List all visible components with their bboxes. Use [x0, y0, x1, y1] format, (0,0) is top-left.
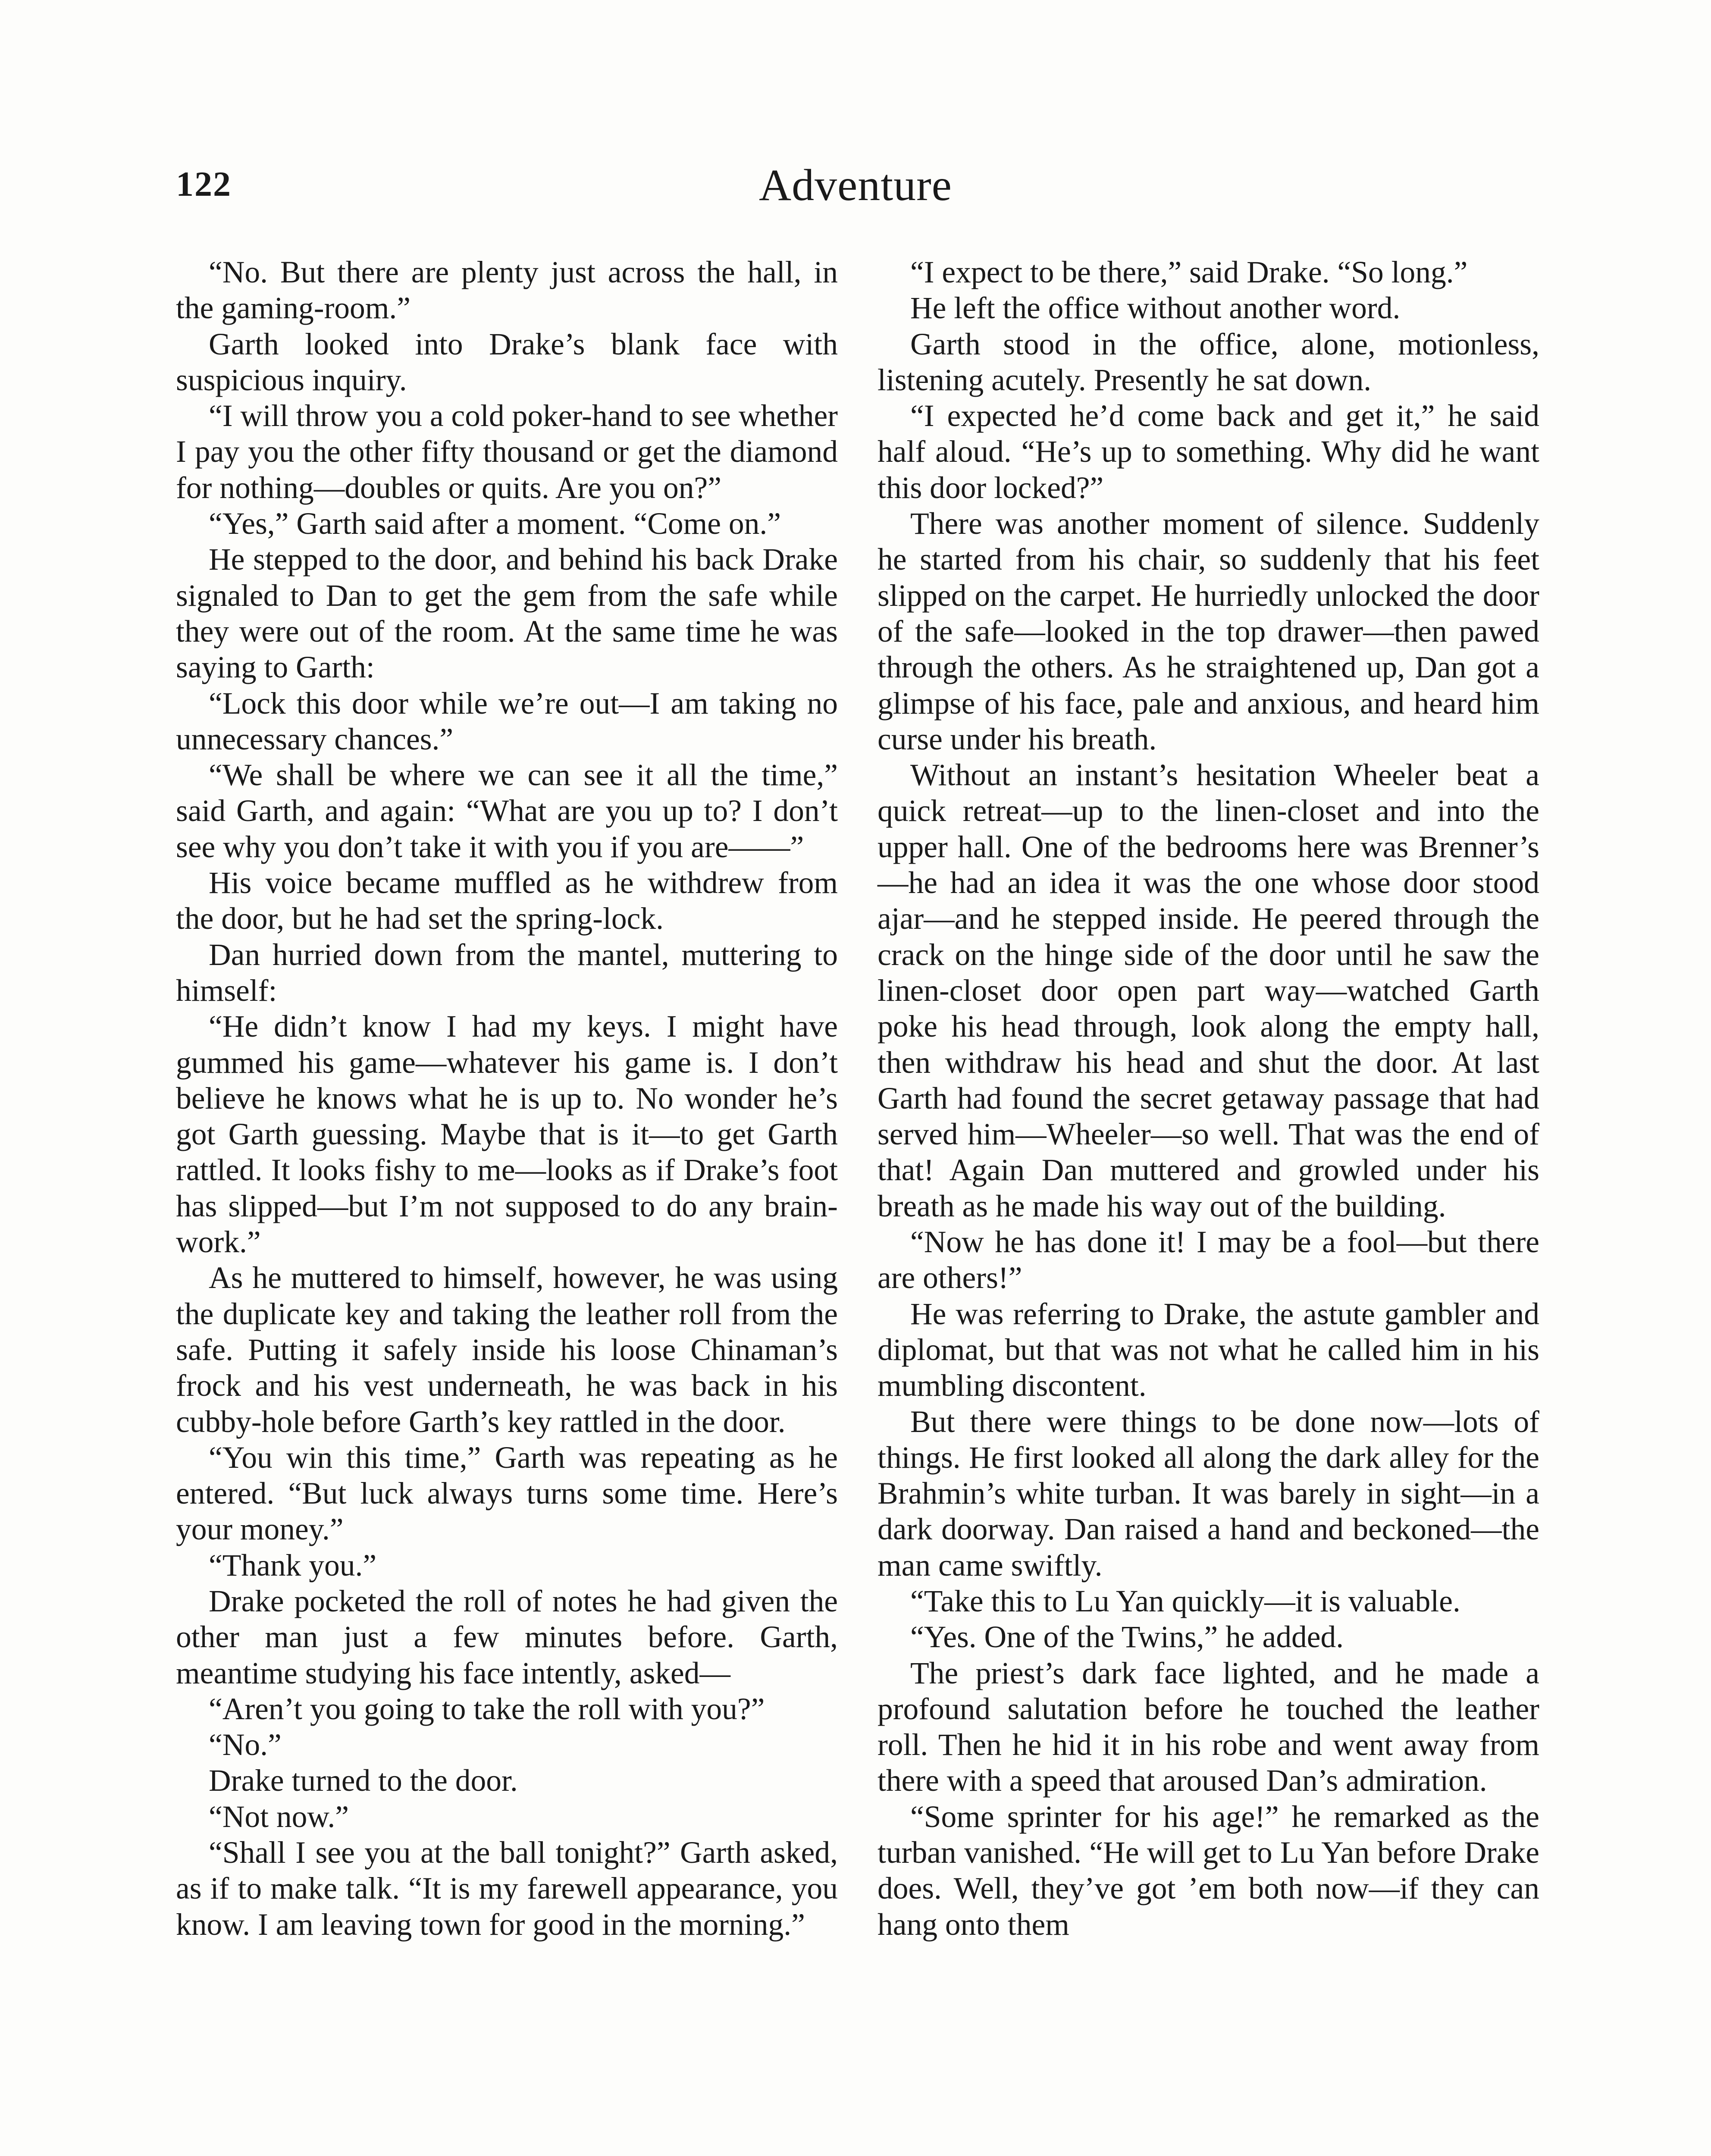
paragraph: He stepped to the door, and behind his back Drake signaled to Dan to get the gem from the safe while they were out of the room. At the same time he was saying to Garth:	[176, 542, 838, 685]
paragraph: As he muttered to himself, however, he was using the duplicate key and taking the leather roll from the safe. Putting it safely inside his loose Chinaman’s frock and his vest underneath, he was back in his cubby-hole before Garth’s key rattled in the door.	[176, 1261, 838, 1439]
paragraph: Without an instant’s hesitation Wheeler beat a quick retreat—up to the linen-closet and into the upper hall. One of the bedrooms here was Brenner’s—he had an idea it was the one whose door stood ajar—and he stepped inside. He peered through the crack on the hinge side of the door until he saw the linen-closet door open part way—watched Garth poke his head through, look along the empty hall, then withdraw his head and shut the door. At last Garth had found the secret getaway passage that had served him—Wheeler—so well. That was the end of that! Again Dan muttered and growled under his breath as he made his way out of the building.	[877, 758, 1539, 1223]
paragraph: “Some sprinter for his age!” he remarked as the turban vanished. “He will get to Lu Yan before Drake does. Well, they’ve got ’em both now—if they can hang onto them	[877, 1799, 1539, 1942]
paragraph: “I expected he’d come back and get it,” he said half aloud. “He’s up to something. Why did he want this door locked?”	[877, 399, 1539, 505]
right-column	[877, 254, 1539, 1943]
paragraph: Drake turned to the door.	[209, 1764, 518, 1798]
paragraph: There was another moment of silence. Suddenly he started from his chair, so suddenly that his feet slipped on the carpet. He hurriedly unlocked the door of the safe—looked in the top drawer—then pawed through the others. As he straightened up, Dan got a glimpse of his face, pale and anxious, and heard him curse under his breath.	[877, 507, 1539, 756]
paragraph: “No. But there are plenty just across the hall, in the gaming-room.”	[176, 255, 838, 326]
paragraph: “Yes,” Garth said after a moment. “Come on.”	[209, 507, 781, 541]
paragraph: He was referring to Drake, the astute gambler and diplomat, but that was not what he called him in his mumbling discontent.	[877, 1297, 1539, 1403]
paragraph: “We shall be where we can see it all the time,” said Garth, and again: “What are you up to? I don’t see why you don’t take it with you if you are——”	[176, 758, 838, 864]
paragraph: But there were things to be done now—lots of things. He first looked all along the dark alley for the Brahmin’s white turban. It was barely in sight—in a dark doorway. Dan raised a hand and beckoned—the man came swiftly.	[877, 1404, 1539, 1583]
paragraph: “Take this to Lu Yan quickly—it is valuable.	[910, 1584, 1460, 1618]
paragraph: “Yes. One of the Twins,” he added.	[910, 1620, 1344, 1655]
page-number: 122	[176, 164, 232, 204]
paragraph: “Now he has done it! I may be a fool—but there are others!”	[877, 1225, 1539, 1295]
paragraph: “No.”	[209, 1728, 282, 1762]
paragraph: “I expect to be there,” said Drake. “So long.”	[910, 255, 1468, 289]
paragraph: “Lock this door while we’re out—I am taking no unnecessary chances.”	[176, 686, 838, 756]
paragraph: Garth looked into Drake’s blank face with suspicious inquiry.	[176, 327, 838, 397]
paragraph: Drake pocketed the roll of notes he had given the other man just a few minutes before. Garth, meantime studying his face intently, asked—	[176, 1584, 838, 1690]
paragraph: “Not now.”	[209, 1799, 349, 1834]
paragraph: “He didn’t know I had my keys. I might have gummed his game—whatever his game is. I don’t believe he knows what he is up to. No wonder he’s got Garth guessing. Maybe that is it—to get Garth rattled. It looks fishy to me—looks as if Drake’s foot has slipped—but I’m not supposed to do any brain-work.”	[176, 1009, 838, 1260]
page-header	[176, 160, 1535, 220]
paragraph: “I will throw you a cold poker-hand to see whether I pay you the other fifty thousand or get the diamond for nothing—doubles or quits. Are you on?”	[176, 399, 838, 505]
paragraph: His voice became muffled as he withdrew from the door, but he had set the spring-lock.	[176, 866, 838, 936]
paragraph: “You win this time,” Garth was repeating as he entered. “But luck always turns some time. Here’s your money.”	[176, 1440, 838, 1547]
paragraph: “Shall I see you at the ball tonight?” Garth asked, as if to make talk. “It is my farewell appearance, you know. I am leaving town for good in the morning.”	[176, 1836, 838, 1942]
left-column	[176, 254, 838, 1943]
paragraph: Dan hurried down from the mantel, muttering to himself:	[176, 937, 838, 1008]
paragraph: The priest’s dark face lighted, and he made a profound salutation before he touched the leather roll. Then he hid it in his robe and went away from there with a speed that aroused Dan’s admiration.	[877, 1656, 1539, 1798]
running-title: Adventure	[759, 160, 952, 210]
paragraph: Garth stood in the office, alone, motionless, listening acutely. Presently he sat down.	[877, 327, 1539, 397]
paragraph: He left the office without another word.	[910, 291, 1401, 326]
paragraph: “Aren’t you going to take the roll with you?”	[209, 1692, 765, 1726]
paragraph: “Thank you.”	[209, 1548, 377, 1583]
